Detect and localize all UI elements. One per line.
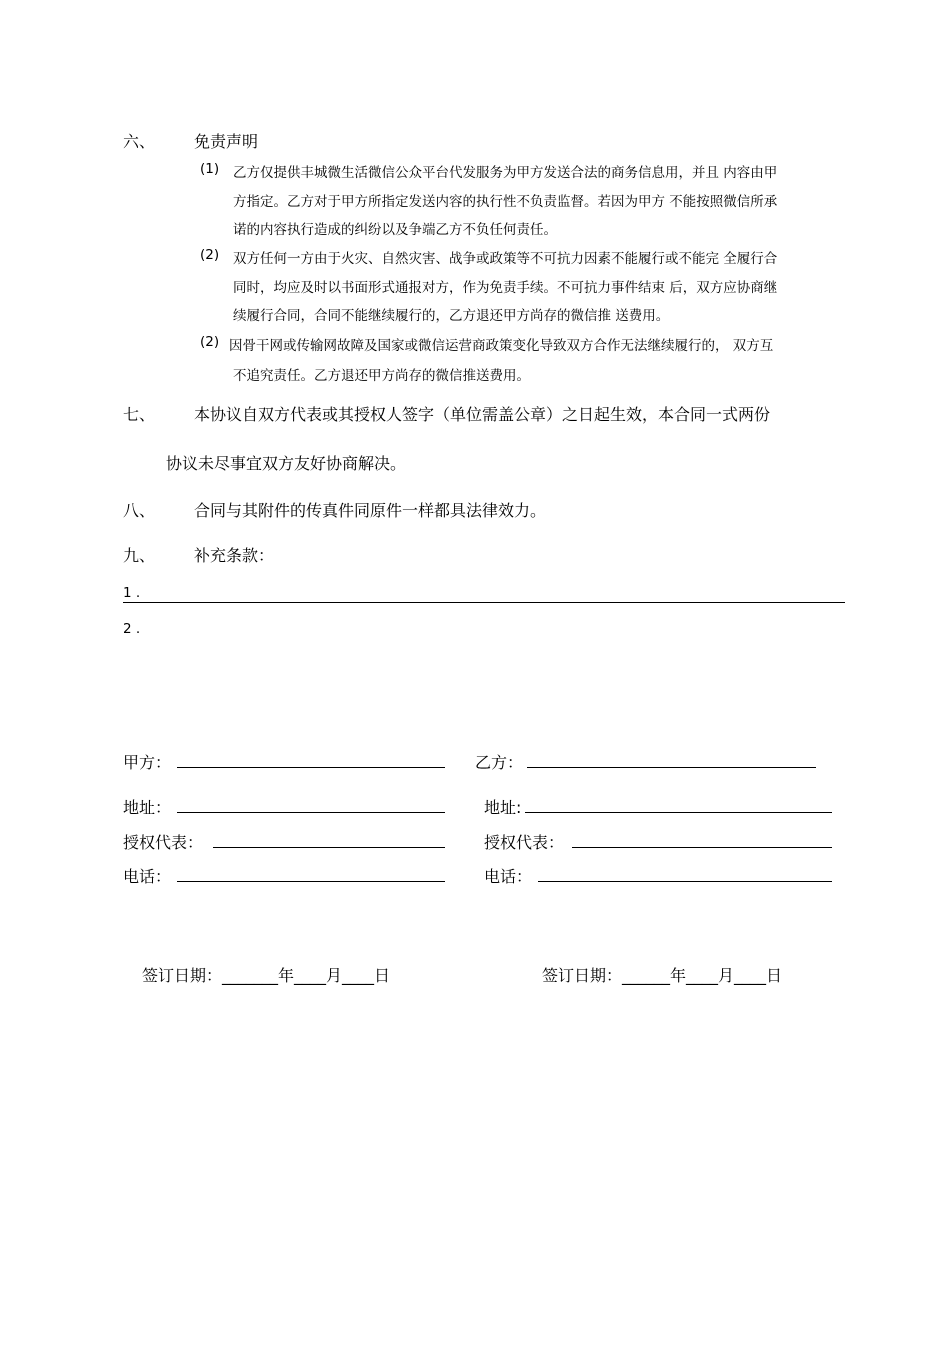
phone-a-label: 电话： [123, 867, 172, 886]
representative-a-label: 授权代表： [123, 833, 204, 852]
representative-a-line [213, 847, 445, 848]
clause-1-underline [123, 602, 845, 603]
party-a-label: 甲方： [123, 753, 172, 772]
signing-date-a: 签订日期：_______年____月____日 [142, 966, 391, 985]
phone-a-line [177, 881, 445, 882]
signing-date-b: 签订日期：______年____月____日 [542, 966, 783, 985]
item-1-line-1: 乙方仅提供丰城微生活微信公众平台代发服务为甲方发送合法的商务信息用，并且 内容由甲 [233, 165, 778, 181]
item-3-line-1: 因骨干网或传输网故障及国家或微信运营商政策变化导致双方合作无法继续履行的， 双方互 [229, 338, 774, 354]
section-8-number: 八、 [123, 501, 156, 520]
item-2-line-1: 双方任何一方由于火灾、自然灾害、战争或政策等不可抗力因素不能履行或不能完 全履行合 [233, 251, 778, 267]
address-a-label: 地址： [123, 798, 172, 817]
address-b-label: 地址: [484, 798, 522, 817]
section-7-line-2: 协议未尽事宜双方友好协商解决。 [166, 454, 407, 473]
section-9-text: 补充条款： [194, 546, 275, 565]
address-b-line [525, 812, 832, 813]
party-b-label: 乙方： [475, 753, 524, 772]
phone-b-label: 电话： [484, 867, 533, 886]
supplementary-clause-1: 1 . [123, 585, 141, 601]
item-2-line-2: 同时，均应及时以书面形式通报对方，作为免责手续。不可抗力事件结束 后，双方应协商继 [233, 280, 778, 296]
item-2-marker: (2) [200, 247, 220, 263]
item-2-line-3: 续履行合同，合同不能继续履行的，乙方退还甲方尚存的微信推 送费用。 [233, 308, 670, 324]
representative-b-line [572, 847, 832, 848]
item-1-marker: (1) [200, 161, 220, 177]
item-1-line-3: 诺的内容执行造成的纠纷以及争端乙方不负任何责任。 [233, 222, 557, 238]
section-6-number: 六、 [123, 132, 156, 151]
section-8-text: 合同与其附件的传真件同原件一样都具法律效力。 [194, 501, 547, 520]
section-9-number: 九、 [123, 546, 156, 565]
section-7-number: 七、 [123, 405, 156, 424]
section-7-line-1: 本协议自双方代表或其授权人签字（单位需盖公章）之日起生效，本合同一式两份 [194, 405, 771, 424]
item-3-marker: (2) [200, 334, 220, 350]
item-1-line-2: 方指定。乙方对于甲方所指定发送内容的执行性不负责监督。若因为甲方 不能按照微信所承 [233, 194, 778, 210]
item-3-line-2: 不追究责任。乙方退还甲方尚存的微信推送费用。 [233, 368, 530, 384]
supplementary-clause-2: 2 . [123, 621, 141, 637]
phone-b-line [538, 881, 832, 882]
representative-b-label: 授权代表： [484, 833, 565, 852]
party-b-line [527, 767, 816, 768]
section-6-title: 免责声明 [194, 132, 259, 151]
party-a-line [177, 767, 445, 768]
address-a-line [177, 812, 445, 813]
